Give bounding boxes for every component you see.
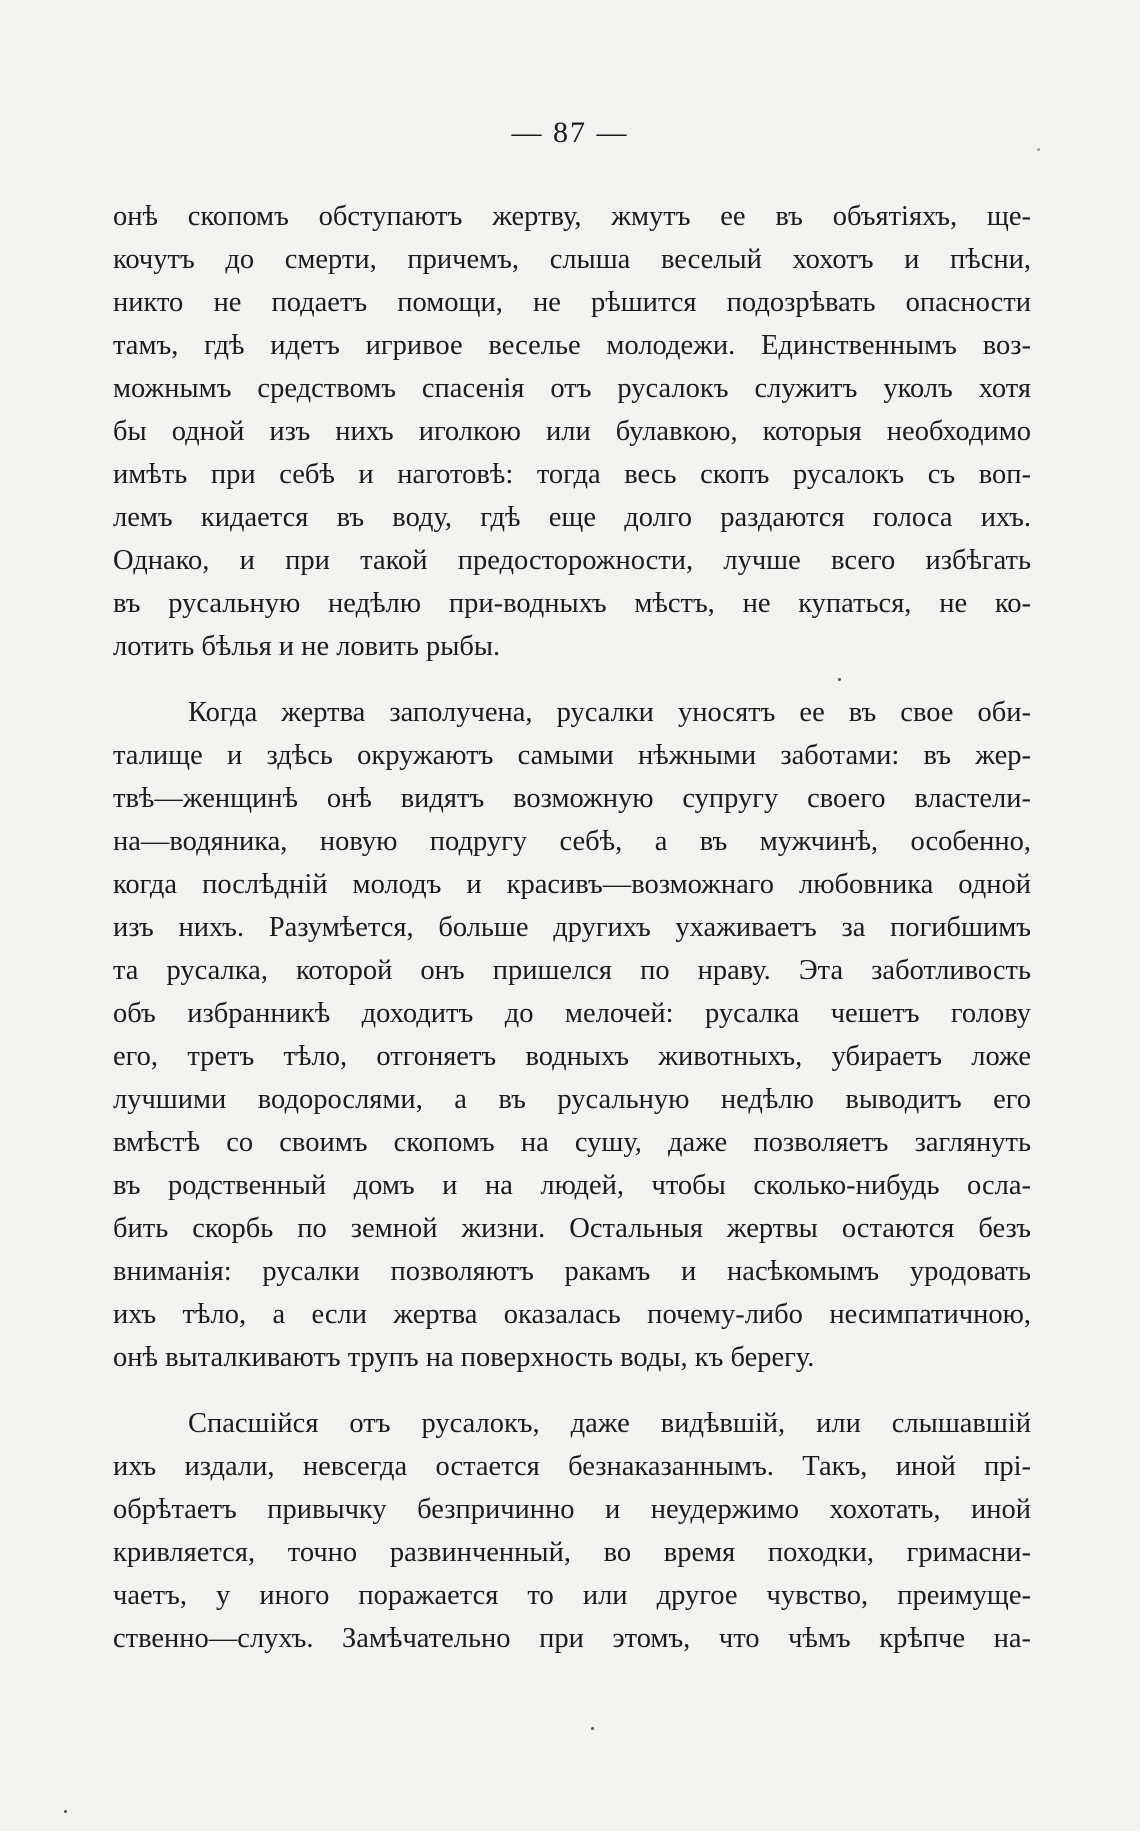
text-line: когда послѣднiй молодъ и красивъ—возможнаго любовника одной [113, 869, 1031, 900]
text-line: вмѣстѣ со своимъ скопомъ на сушу, даже позволяетъ заглянуть [113, 1127, 1031, 1158]
text-line: Когда жертва заполучена, русалки уносятъ ее въ свое оби- [188, 697, 1031, 728]
text-line: можнымъ средствомъ спасенiя отъ русалокъ служитъ уколъ хотя [113, 373, 1031, 404]
text-line: лемъ кидается въ воду, гдѣ еще долго раздаются голоса ихъ. [113, 502, 1031, 533]
text-line: та русалка, которой онъ пришелся по нраву. Эта заботливость [113, 955, 1031, 986]
text-line: въ родственный домъ и на людей, чтобы сколько-нибудь осла- [113, 1170, 1031, 1201]
text-line: никто не подаетъ помощи, не рѣшится подозрѣвать опасности [113, 287, 1031, 318]
paragraph-1 [113, 195, 1031, 668]
text-line: кривляется, точно развинченный, во время походки, гримасни- [113, 1537, 1031, 1568]
text-line: его, третъ тѣло, отгоняетъ водныхъ животныхъ, убираетъ ложе [113, 1041, 1031, 1072]
text-line: ихъ тѣло, а если жертва оказалась почему-либо несимпатичною, [113, 1299, 1031, 1330]
text-line: чаетъ, у иного поражается то или другое чувство, преимуще- [113, 1580, 1031, 1611]
text-line: ственно—слухъ. Замѣчательно при этомъ, что чѣмъ крѣпче на- [113, 1623, 1031, 1654]
text-line: вниманiя: русалки позволяютъ ракамъ и насѣкомымъ уродовать [113, 1256, 1031, 1287]
text-line: онѣ скопомъ обступаютъ жертву, жмутъ ее въ объятiяхъ, ще- [113, 201, 1031, 232]
text-line: бы одной изъ нихъ иголкою или булавкою, которыя необходимо [113, 416, 1031, 447]
paragraph-2 [113, 691, 1031, 1379]
text-line: имѣть при себѣ и наготовѣ: тогда весь скопъ русалокъ съ воп- [113, 459, 1031, 490]
text-line: бить скорбь по земной жизни. Остальныя жертвы остаются безъ [113, 1213, 1031, 1244]
text-line: онѣ выталкиваютъ трупъ на поверхность воды, къ берегу. [113, 1342, 815, 1373]
text-line: обрѣтаетъ привычку безпричинно и неудержимо хохотать, иной [113, 1494, 1031, 1525]
text-line: кочутъ до смерти, причемъ, слыша веселый хохотъ и пѣсни, [113, 244, 1031, 275]
page-number: — 87 — [511, 116, 629, 149]
text-line: изъ нихъ. Разумѣется, больше другихъ ухаживаетъ за погибшимъ [113, 912, 1031, 943]
paragraph-3 [113, 1402, 1031, 1660]
text-line: лучшими водорослями, а въ русальную недѣлю выводитъ его [113, 1084, 1031, 1115]
text-line: ихъ издали, невсегда остается безнаказаннымъ. Такъ, иной прi- [113, 1451, 1031, 1482]
text-line: лотить бѣлья и не ловить рыбы. [113, 631, 501, 662]
scan-speck [838, 678, 841, 681]
text-line: талище и здѣсь окружаютъ самыми нѣжными заботами: въ жер- [113, 740, 1031, 771]
text-line: объ избранникѣ доходитъ до мелочей: русалка чешетъ голову [113, 998, 1031, 1029]
text-line: тамъ, гдѣ идетъ игривое веселье молодежи. Единственнымъ воз- [113, 330, 1031, 361]
text-line: на—водяника, новую подругу себѣ, а въ мужчинѣ, особенно, [113, 826, 1031, 857]
text-line: Спасшiйся отъ русалокъ, даже видѣвшiй, или слышавшiй [188, 1408, 1031, 1439]
scan-speck [591, 1727, 594, 1730]
text-line: въ русальную недѣлю при-водныхъ мѣстъ, не купаться, не ко- [113, 588, 1031, 619]
scan-speck [64, 1810, 67, 1813]
text-line: Однако, и при такой предосторожности, лучше всего избѣгать [113, 545, 1031, 576]
text-line: твѣ—женщинѣ онѣ видятъ возможную супругу своего властели- [113, 783, 1031, 814]
scan-speck [1037, 148, 1040, 151]
